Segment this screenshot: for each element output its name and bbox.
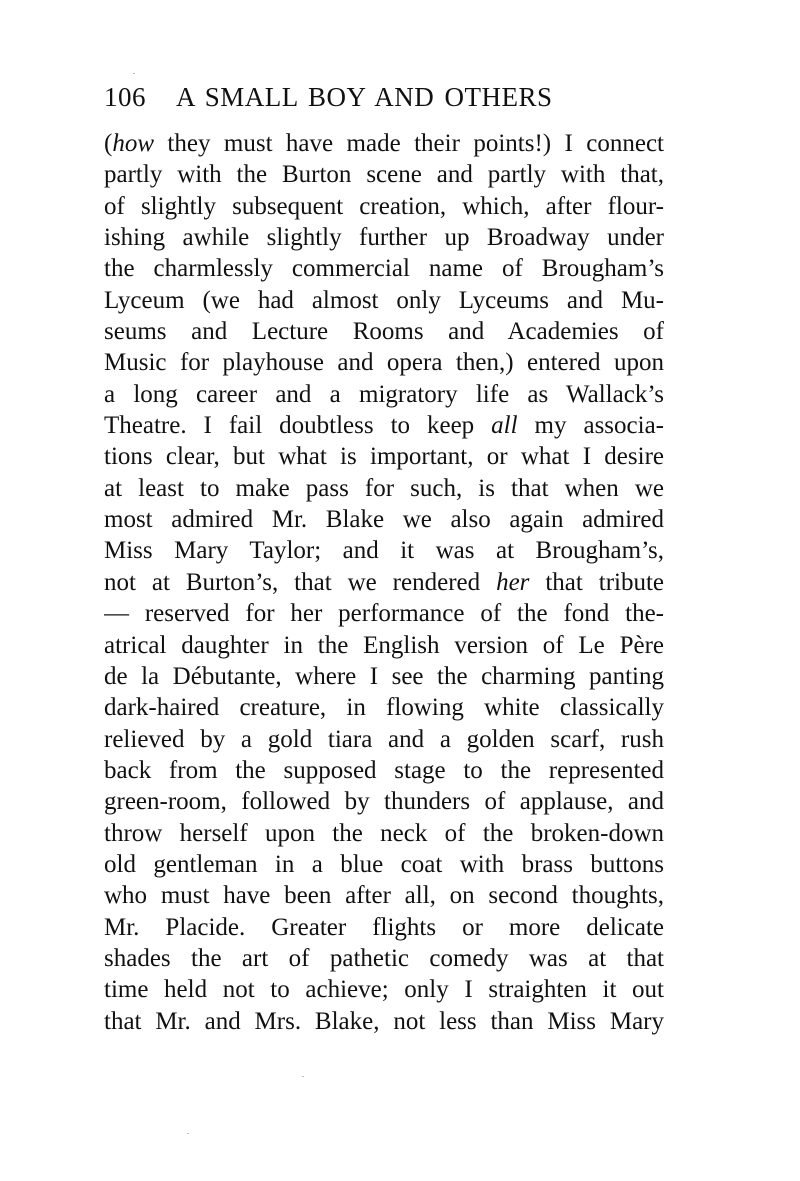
text-segment: throw herself upon the neck of the broken-down xyxy=(104,819,664,847)
text-segment: the charmlessly commercial name of Brougham’s xyxy=(104,255,664,283)
emphasized-word: her xyxy=(496,568,530,596)
text-segment: Music for playhouse and opera then,) entered upon xyxy=(104,349,664,377)
text-line xyxy=(104,943,664,974)
page-number: 106 xyxy=(104,82,146,112)
text-line xyxy=(104,661,664,692)
text-line xyxy=(104,912,664,943)
text-segment: seums and Lecture Rooms and Academies of xyxy=(104,318,664,346)
text-line xyxy=(104,191,664,222)
text-segment: Lyceum (we had almost only Lyceums and Mu- xyxy=(104,286,664,314)
text-segment: at least to make pass for such, is that when we xyxy=(104,474,664,502)
text-line xyxy=(104,128,664,159)
text-segment: old gentleman in a blue coat with brass buttons xyxy=(104,850,664,878)
text-line xyxy=(104,974,664,1005)
text-segment: ishing awhile slightly further up Broadway under xyxy=(104,224,664,252)
text-segment: of slightly subsequent creation, which, after flour- xyxy=(104,192,664,220)
text-line xyxy=(104,504,664,535)
text-segment: they must have made their points!) I connect xyxy=(154,130,664,157)
print-speck xyxy=(187,1133,189,1134)
text-line xyxy=(104,410,664,441)
text-segment: Mr. Placide. Greater flights or more delicate xyxy=(104,913,664,941)
text-segment: a long career and a migratory life as Wallack’s xyxy=(104,380,664,408)
text-line xyxy=(104,786,664,817)
print-speck xyxy=(133,73,135,74)
text-segment: — reserved for her performance of the fond the- xyxy=(104,600,664,628)
body-text xyxy=(104,128,664,1037)
text-segment: de la Débutante, where I see the charming panting xyxy=(104,662,664,690)
book-title: A SMALL BOY AND OTHERS xyxy=(176,82,553,112)
text-segment: time held not to achieve; only I straighten it out xyxy=(104,976,664,1004)
running-head xyxy=(104,80,664,114)
text-segment: Theatre. I fail doubtless to keep xyxy=(104,412,492,440)
text-line xyxy=(104,441,664,472)
text-segment: not at Burton’s, that we rendered xyxy=(104,568,497,596)
text-line xyxy=(104,535,664,566)
text-line xyxy=(104,849,664,880)
text-line xyxy=(104,1006,664,1037)
text-segment: relieved by a gold tiara and a golden scarf, rush xyxy=(104,725,664,753)
text-segment: dark-haired creature, in flowing white classically xyxy=(104,694,664,722)
text-segment: back from the supposed stage to the represented xyxy=(104,756,664,784)
text-segment: partly with the Burton scene and partly with that, xyxy=(104,161,664,189)
text-line xyxy=(104,285,664,316)
text-line xyxy=(104,724,664,755)
emphasized-word: all xyxy=(491,412,518,440)
text-segment: Miss Mary Taylor; and it was at Brougham’s, xyxy=(104,537,664,565)
text-line xyxy=(104,379,664,410)
text-line xyxy=(104,818,664,849)
text-segment: my associa- xyxy=(517,412,664,440)
print-speck xyxy=(302,1076,304,1077)
text-line xyxy=(104,159,664,190)
text-line xyxy=(104,692,664,723)
text-segment: that tribute xyxy=(529,568,664,596)
text-line xyxy=(104,222,664,253)
text-line xyxy=(104,347,664,378)
text-segment: ( xyxy=(104,130,113,157)
text-line xyxy=(104,598,664,629)
text-line xyxy=(104,755,664,786)
text-segment: atrical daughter in the English version of Le Père xyxy=(104,631,664,659)
text-segment: that Mr. and Mrs. Blake, not less than Miss Mary xyxy=(104,1007,664,1035)
text-segment: most admired Mr. Blake we also again admired xyxy=(104,506,664,534)
text-segment: tions clear, but what is important, or what I desire xyxy=(104,443,664,471)
text-line xyxy=(104,473,664,504)
emphasized-word: how xyxy=(112,130,155,157)
text-line xyxy=(104,316,664,347)
text-segment: green-room, followed by thunders of applause, and xyxy=(104,788,664,816)
text-line xyxy=(104,630,664,661)
text-line xyxy=(104,567,664,598)
text-line xyxy=(104,880,664,911)
text-line xyxy=(104,253,664,284)
text-segment: shades the art of pathetic comedy was at that xyxy=(104,944,664,972)
text-segment: who must have been after all, on second thoughts, xyxy=(104,882,664,910)
